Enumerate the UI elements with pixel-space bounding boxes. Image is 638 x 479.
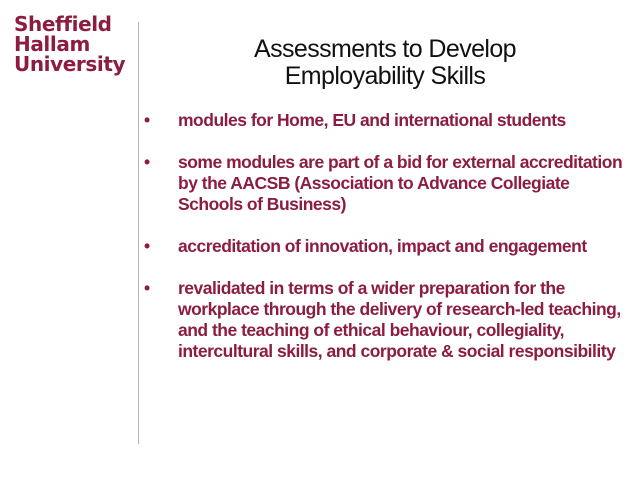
slide-title (150, 36, 620, 90)
bullet-item (142, 236, 626, 257)
bullet-marker: • (144, 278, 150, 298)
bullet-item (142, 278, 626, 362)
sheffield-hallam-logo (14, 14, 132, 74)
bullet-marker: • (144, 152, 150, 172)
bullet-marker: • (144, 236, 150, 256)
bullet-text: some modules are part of a bid for external accreditation by the AACSB (Association to Advance Collegiate Schools of Business) (178, 152, 623, 214)
vertical-divider (138, 22, 139, 444)
logo-line-sheffield: Sheffield (14, 12, 112, 36)
slide-title-line-1: Assessments to Develop (254, 35, 516, 63)
bullet-list (142, 110, 626, 383)
logo-line-university: University (14, 52, 126, 76)
bullet-text: revalidated in terms of a wider preparation for the workplace through the delivery of research-led teaching, and the teaching of ethical behaviour, collegiality, intercultural skills, and corporate & social responsibility (178, 278, 621, 361)
bullet-item (142, 152, 626, 215)
bullet-item (142, 110, 626, 131)
slide-title-line-2: Employability Skills (284, 62, 486, 90)
logo-line-hallam: Hallam (14, 32, 90, 56)
bullet-text: modules for Home, EU and international students (178, 110, 566, 130)
bullet-text: accreditation of innovation, impact and engagement (178, 236, 587, 256)
bullet-marker: • (144, 110, 150, 130)
